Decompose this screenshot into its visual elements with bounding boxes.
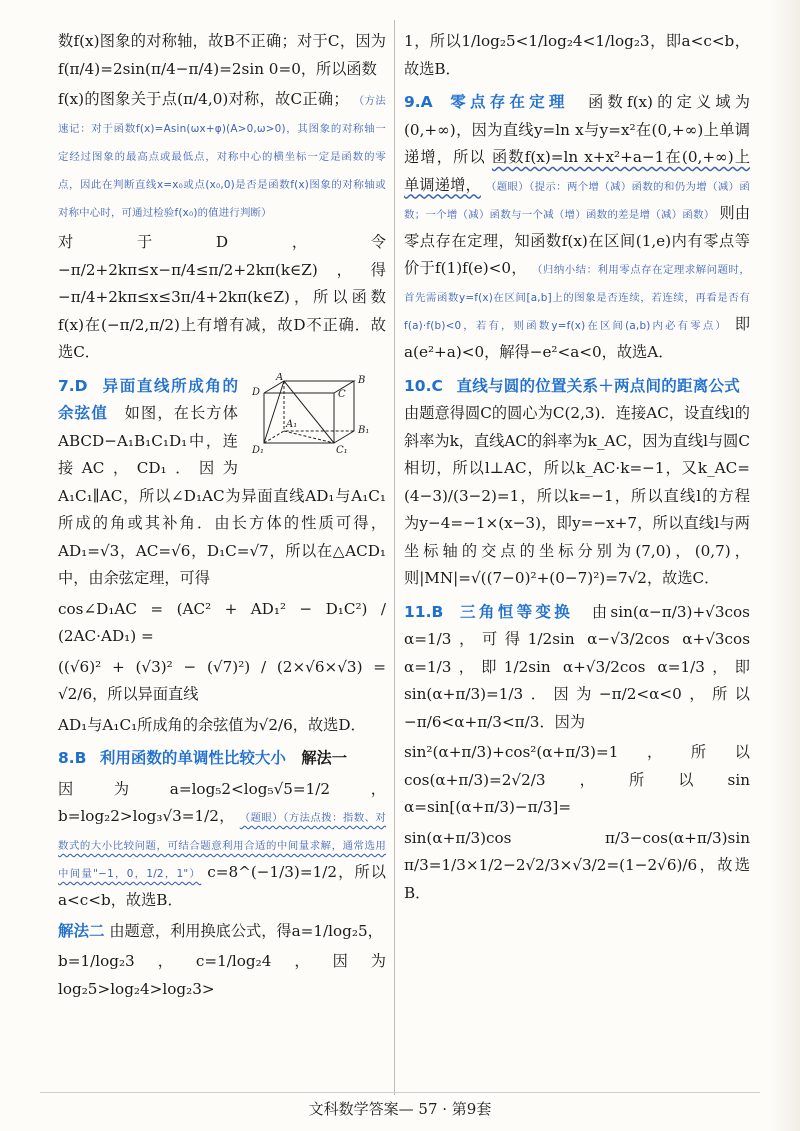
question-9 — [404, 89, 750, 367]
q7-formula-2: ((√6)² + (√3)² − (√7)²) / (2×√6×√3) = √2/6，所以异面直线 — [58, 657, 386, 703]
q11-text-3: sin(α+π/3)cos π/3−cos(α+π/3)sin π/3=1/3×1/2−2√2/3×√3/2=(1−2√6)/6，故选B． — [404, 828, 750, 902]
q7-answer: 7.D — [58, 376, 88, 395]
q11-answer: 11.B — [404, 602, 444, 621]
q9-text-3: 即a(e²+a)<0，解得−e²<a<0，故选A． — [404, 315, 751, 361]
paragraph-option-c: 数f(x)图象的对称轴，故B不正确；对于C，因为f(π/4)=2sin(π/4−π/4)=2sin 0=0，所以函数 — [58, 32, 386, 78]
q8-text-2: c=8^(−1/3)=1/2，所以a<c<b，故选B． — [58, 863, 386, 909]
q8-topic: 利用函数的单调性比较大小 — [99, 749, 286, 767]
q9-answer: 9.A — [404, 93, 433, 111]
paragraph-c-conclusion: f(x)的图象关于点(π/4,0)对称，故C正确； （方法速记：对于函数f(x)=Asin(ωx+φ)(A>0,ω>0)，其图象的对称轴一定经过图象的最高点或最低点，对称中心的横坐标一定是函数的零点，因此在判断直线x=x₀或点(x₀,0)是否是函数f(x)图象的对称轴或对称中心时，可通过检验f(x₀)的值进行判断） — [58, 90, 387, 219]
q7-text: 如图，在长方体ABCD−A₁B₁C₁D₁中，连接AC，CD₁．因为A₁C₁∥AC，所以∠D₁AC为异面直线AD₁与A₁C₁所成的角或其补角．由长方体的性质可得，AD₁=√3，AC=√6，D₁C=√7，所以在△ACD₁中，由余弦定理，可得 — [58, 404, 386, 587]
q9-note-2: （归纳小结：利用零点存在定理求解问题时，首先需函数y=f(x)在区间[a,b]上的图象是否连续，若连续，再看是否有f(a)·f(b)<0，若有，则函数y=f(x)在区间(a,b)内必有零点） — [404, 264, 751, 332]
label-d1: D₁ — [252, 444, 265, 456]
label-a: A — [276, 372, 284, 383]
label-c: C — [338, 388, 346, 400]
paragraph-option-d: 对于D，令−π/2+2kπ≤x−π/4≤π/2+2kπ(k∈Z)，得−π/4+2kπ≤x≤3π/4+2kπ(k∈Z)，所以函数f(x)在(−π/2,π/2)上有增有减，故D不正确．故选C． — [58, 233, 386, 361]
footer-rule — [40, 1092, 760, 1093]
q9-underlined: 函数f(x)=ln x+x²+a−1在(0,+∞)上单调递增， — [404, 148, 751, 194]
q9-text-2: 则由零点存在定理，知函数f(x)在区间(1,e)内有零点等价于f(1)f(e)<0， — [404, 203, 751, 277]
label-c1: C₁ — [336, 444, 348, 456]
column-divider — [394, 20, 395, 1095]
q9-topic: 零点存在定理 — [450, 93, 569, 111]
scan-edge — [770, 0, 800, 1131]
q8-note: （题眼）（方法点拨：指数、对数式的大小比较问题，可结合题意利用合适的中间量求解，通常选用中间量"−1，0，1/2，1"） — [58, 812, 387, 880]
q10-text: 由题意得圆C的圆心为C(2,3)．连接AC，设直线l的斜率为k，直线AC的斜率为k_AC，因为直线l与圆C相切，所以l⊥AC，所以k_AC·k=−1，又k_AC=(4−3)/(3−2)=1，所以k=−1，所以直线l的方程为y−4=−1×(x−3)，即y=−x+7，所以直线l与两坐标轴的交点的坐标分别为(7,0)，(0,7)，则|MN|=√((7−0)²+(0−7)²)=7√2，故选C． — [404, 404, 750, 587]
q11-text-2: sin²(α+π/3)+cos²(α+π/3)=1，所以cos(α+π/3)=2√2/3，所以sin α=sin[(α+π/3)−π/3]= — [404, 743, 750, 816]
right-column — [404, 28, 750, 910]
q8-method2-label: 解法二 — [58, 921, 105, 940]
q8-text-4: b=1/log₂3，c=1/log₂4，因为log₂5>log₂4>log₂3> — [58, 952, 386, 998]
q8-text-1: 因为a=log₅2<log₅√5=1/2，b=log₂2>log₃√3=1/2， — [58, 779, 386, 825]
label-b: B — [358, 374, 366, 386]
q7-topic: 异面直线所成角的余弦值 — [58, 376, 238, 422]
question-11 — [404, 599, 750, 908]
q8-method1-label: 解法一 — [301, 749, 347, 767]
q7-formula-1: cos∠D₁AC = (AC² + AD₁² − D₁C²) / (2AC·AD₁) = — [58, 599, 386, 645]
q8-answer: 8.B — [58, 749, 87, 767]
question-7 — [58, 373, 386, 740]
label-a1: A₁ — [286, 418, 298, 430]
q11-topic: 三角恒等变换 — [460, 602, 574, 621]
label-b1: B₁ — [358, 424, 370, 436]
q10-answer: 10.C — [404, 376, 443, 395]
left-column — [58, 28, 386, 1006]
q9-text-1: 函数f(x)的定义域为(0,+∞)，因为直线y=ln x与y=x²在(0,+∞)上单调递增，所以 — [404, 93, 750, 166]
question-10 — [404, 373, 750, 593]
label-d: D — [252, 386, 261, 398]
q9-note-1: （题眼）（提示：两个增（减）函数的和仍为增（减）函数；一个增（减）函数与一个减（增）函数的差是增（减）函数） — [404, 180, 751, 221]
q11-text-1: 由sin(α−π/3)+√3cos α=1/3，可得1/2sin α−√3/2cos α+√3cos α=1/3，即1/2sin α+√3/2cos α=1/3，即sin(α+π/3)=1/3．因为−π/2<α<0，所以−π/6<α+π/3<π/3．因为 — [404, 602, 750, 731]
q7-conclusion: AD₁与A₁C₁所成角的余弦值为√2/6，故选D． — [58, 715, 366, 734]
method-note: （方法速记：对于函数f(x)=Asin(ωx+φ)(A>0,ω>0)，其图象的对称轴一定经过图象的最高点或最低点，对称中心的横坐标一定是函数的零点，因此在判断直线x=x₀或点(x₀,0)是否是函数f(x)图象的对称轴或对称中心时，可通过检验f(x₀)的值进行判断） — [58, 95, 387, 219]
q8-text-3: 由题意，利用换底公式，得a=1/log₂5， — [109, 921, 383, 940]
question-8 — [58, 745, 386, 1003]
cuboid-figure — [246, 373, 386, 457]
page-footer: 文科数学答案— 57 · 第9套 — [308, 1100, 492, 1118]
q8-continuation: 1，所以1/log₂5<1/log₂4<1/log₂3，即a<c<b，故选B． — [404, 32, 750, 78]
q10-topic: 直线与圆的位置关系＋两点间的距离公式 — [456, 376, 740, 395]
